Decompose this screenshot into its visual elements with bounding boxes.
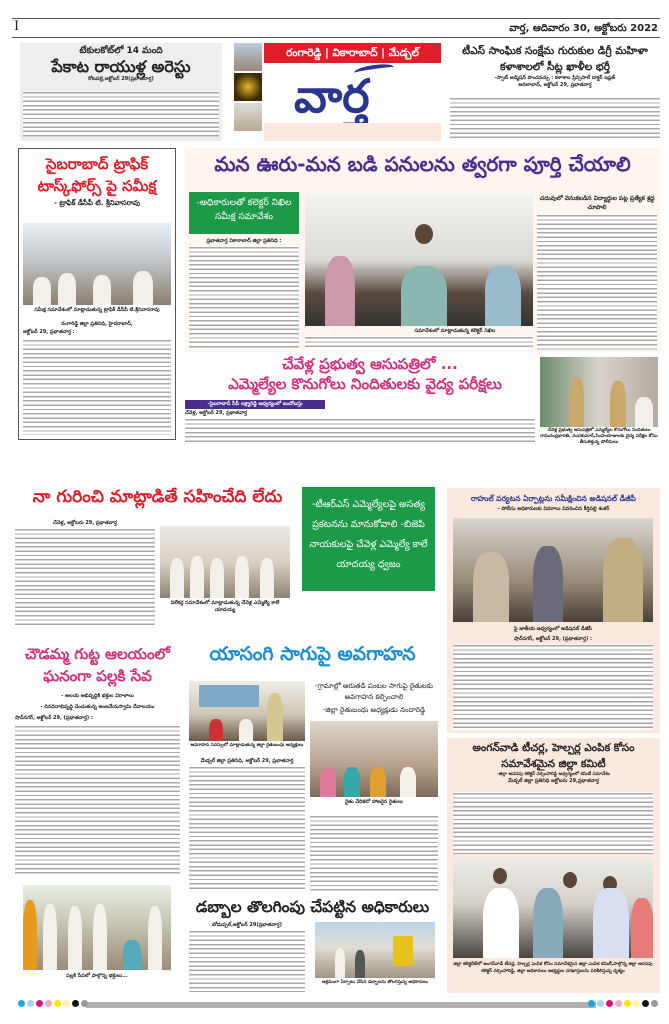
dateline: మేడ్చల్ జిల్లా ప్రతినిధి అక్టోబరు 29,ప్రభాతవార్త [508,778,599,784]
side-heading: చదువులో వెనుకబడిన విద్యార్థుల పట్ల ప్రత్యేక శ్రద్ధ చూపాలి [539,195,655,211]
headline: డబ్బాల తొలగింపు చేపట్టిన అధికారులు [195,898,430,916]
photo-caption: సమీక్ష సమావేశంలో మాట్లాడుతున్న ట్రాఫిక్ డీసీపీ టి.శ్రీనివాసరావు [34,307,160,313]
summary-box: -అధికారులతో కలెక్టర్ నిఖిల సమీక్ష సమావేశం [189,192,299,234]
photo-caption: సమావేశంలో మాట్లాడుతున్న కలెక్టర్ నిఖిల [414,328,496,334]
collector-photo [305,194,533,326]
headline: పేకాట రాయుళ్ల అరెస్టు [51,56,191,76]
story-yasangi [185,643,440,893]
editions-bar: రంగారెడ్డి | వికారాబాద్ | మేడ్చల్ [264,43,441,63]
headline: సైబరాబాద్ ట్రాఫిక్ టాస్క్‌ఫోర్స్ పై సమీక్ష [37,155,157,195]
headline: అంగన్‌వాడి టీచర్ల, హెల్పర్ల ఎంపిక కోసం సమావేశమైన జిల్లా కమిటీ [472,742,635,770]
subheading-2: -జిల్లా రైతుబంధు అధ్యక్షుడు నందారెడ్డి [322,706,426,714]
dateline: చేవెళ్ల, అక్టోబరు 29, ప్రభాతవార్త [53,520,117,526]
headline: యాసంగి సాగుపై అవగాహన [209,643,416,665]
subheading: -జిల్లా అదనపు కలెక్టర్ నర్సింహారెడ్డి ఆధ్వర్యంలో కమిటీ సమావేశం [497,772,610,777]
story-anganwadi [447,738,660,993]
dateline: షాద్‌నగర్, అక్టోబర్ 29, (ప్రభాతవార్త) : [15,715,93,721]
dateline: మేడ్చల్ జిల్లా ప్రతినిధి, అక్టోబర్ 29, ప్రభాతవార్త [200,758,294,764]
page-marker: I [14,19,20,34]
story-yadaiah [15,482,435,632]
body-text [23,91,219,137]
dateline: షాద్‌నగర్, అక్టోబర్ 29, (ప్రభాతవార్త) : [514,636,592,642]
body-text-2 [310,815,438,891]
headline: చౌడమ్మ గుట్ట ఆలయంలో ఘనంగా పల్లకి సేవ [25,645,170,685]
body-text [189,930,305,992]
police-photo [540,357,658,427]
registration-strip [18,1000,660,1008]
logo-band [264,123,441,141]
subheading: -స్పాట్ అడ్మిషన్ పొందవచ్చు : కళాశాల ప్రిన్సిపాల్ డాక్టర్ ఇఫ్రత్ [494,75,616,81]
dateline: బోడుప్పల్,అక్టోబర్ 29(ప్రభాతవార్త) [212,922,282,928]
color-dots-right [588,1000,658,1007]
body-text [185,418,535,444]
masthead [234,43,441,141]
headline: నా గురించి మాట్లాడితే సహించేది లేదు [32,487,283,507]
story-mana-badi [185,148,660,352]
farmers-photo [310,721,438,797]
body-text [15,528,155,628]
photo-caption: పల్లకి సేవలో పాల్గొన్న భక్తులు... [66,973,128,979]
headline: రాహుల్ పర్యటన ఏర్పాట్లను సమీక్షించిన అడిషనల్ డీజీపీ [471,494,636,503]
body-text [453,644,653,730]
color-dots-left [18,1000,88,1007]
body-text [189,766,305,891]
side-body-text [537,214,657,350]
dateline-2: అక్టోబర్ 29, ప్రభాతవార్త : [23,329,75,335]
date-line: వార్త, ఆదివారం 30, అక్టోబరు 2022 [509,23,658,34]
header [12,18,660,38]
story-chowdamma [15,643,180,983]
story-rahul-tour [447,488,660,733]
dateline: చేవెళ్ల, అక్టోబర్ 29, ప్రభాతవార్త [185,410,248,416]
dateline: కోటపల్లి,అక్టోబర్ 29(ప్రభాతవార్త) [88,75,154,82]
body-text [453,792,653,854]
body-text-2 [305,336,533,350]
body-text [15,725,180,875]
kicker: టేకులకోట్‌లో 14 మంది [79,46,163,56]
photo-caption: చేవెళ్ల ప్రభుత్వ ఆసుపత్రిలో ఎమ్మెల్యేల కొనుగోలు నిందితులు రామచంద్రభారతి, నందకుమార్,సింహయాజులకు వైద్య పరీక్షల కోసం తీసుకెళ్తున్న పోలీసులు [540,428,658,445]
devotees-photo [23,885,171,970]
headline: టీఎస్ సాంఘిక సంక్షేమ గురుకుల డిగ్రీ మహిళా కళాశాలలో సీట్ల ఖాళీల భర్తీ [462,45,648,73]
body-text [450,97,660,139]
story-box-removal [185,898,440,993]
subheading: - పోలీసు అధికారులకు వివరాలు వివరించిన కీర్తిపల్లి శంకర్ [497,506,610,512]
dateline: అదిలాబాద్, అక్టోబర్ 29, ప్రభాతవార్త [518,82,592,88]
headline-1: చేవేళ్ల ప్రభుత్వ ఆసుపత్రిలో ... [282,355,458,373]
dateline: రంగారెడ్డి జిల్లా ప్రతినిధి, హైదరాబాద్, [61,321,133,327]
body-text [189,246,299,350]
dateline: ప్రభాతవార్త వికారాబాద్ జిల్లా ప్రతినిధి : [206,238,282,244]
meeting-photo [23,223,171,305]
story-chevella-hospital [185,355,660,445]
gold-image [234,73,262,101]
removal-photo [315,922,435,978]
story-gurukul [450,43,660,141]
photo-caption: జిల్లా కలెక్టరేట్‌లో అంగన్‌వాడీ టీచర్ల, హెల్పర్ల ఎంపిక కోసం సమావేశమైన జిల్లా ఎంపిక కమిటీ,పాల్గొన్న జిల్లా అదనపు కలెక్టర్ నర్సింహారెడ్డి, జిల్లా అధికారులు అభ్యర్థుల దరఖాస్తులను పరిశీలిస్తున్న దృశ్యం [453,962,653,974]
story-traffic [18,148,176,440]
awareness-photo [189,681,305,741]
subheading: -సైబరాబాద్ సీపీ లక్ష్మారెడ్డి ఆధ్వర్యంలో బందోబస్తు [185,400,325,409]
press-meet-photo [160,526,290,598]
logo: వార్త [294,69,370,123]
photo-caption: పై జాతీయ ఆధ్వర్యంలో అడిషనల్ డీజీపీ [514,626,592,632]
subheading-1: -గ్రామాల్లో ఆరుతడి పంటల సాగుపై రైతులకు అవగాహన కల్పించాలి [315,682,433,701]
headline: మన ఊరు-మన బడి పనులను త్వరగా పూర్తి చేయాలి [214,152,631,176]
story-arrest [20,43,222,141]
photo-caption-1: అవగాహన సదస్సులో మాట్లాడుతున్న జిల్లా రైతుబంధు అధ్యక్షులు [190,743,304,748]
temple-image [234,43,262,71]
headline-2: ఎమ్మెల్యేల కొనుగోలు నిందితులకు వైద్య పరీక్షలు [228,375,502,393]
committee-photo [453,858,653,958]
subheading: - ట్రాఫిక్ డీసీపీ టి. శ్రీనివాసరావు [54,199,140,207]
photo-caption-2: రైతు వేదికలో హాజరైన రైతులు [345,799,403,805]
photo-caption: విలేకర్ల సమావేశంలో మాట్లాడుతున్న చేవెళ్ల ఎమ్మెల్యే కాలే యాదయ్య [170,600,280,613]
body-text [23,339,171,435]
building-image [234,103,262,131]
photo-caption: అక్రమంగా ఏర్పాటు చేసిన డబ్బాలను తొలగిస్తున్న అధికారులు [322,980,428,985]
subheading-2: - దినదినాభివృద్ధి చెందుతున్న అంజనేయస్వామి దేవాలయం [40,704,155,710]
subheading-1: - ఆలయ అభివృద్ధికి భక్తుల విరాళాలు [61,693,134,699]
summary-box: -టీఆర్ఎస్ ఎమ్మెల్యేలపై అసత్య ప్రకటనను మానుకోవాలి -బిజెపి నాయకులపై చేవెళ్ల ఎమ్మెల్యే కాలే యాదయ్య ధ్వజం [302,487,435,591]
dgp-photo [453,518,653,622]
